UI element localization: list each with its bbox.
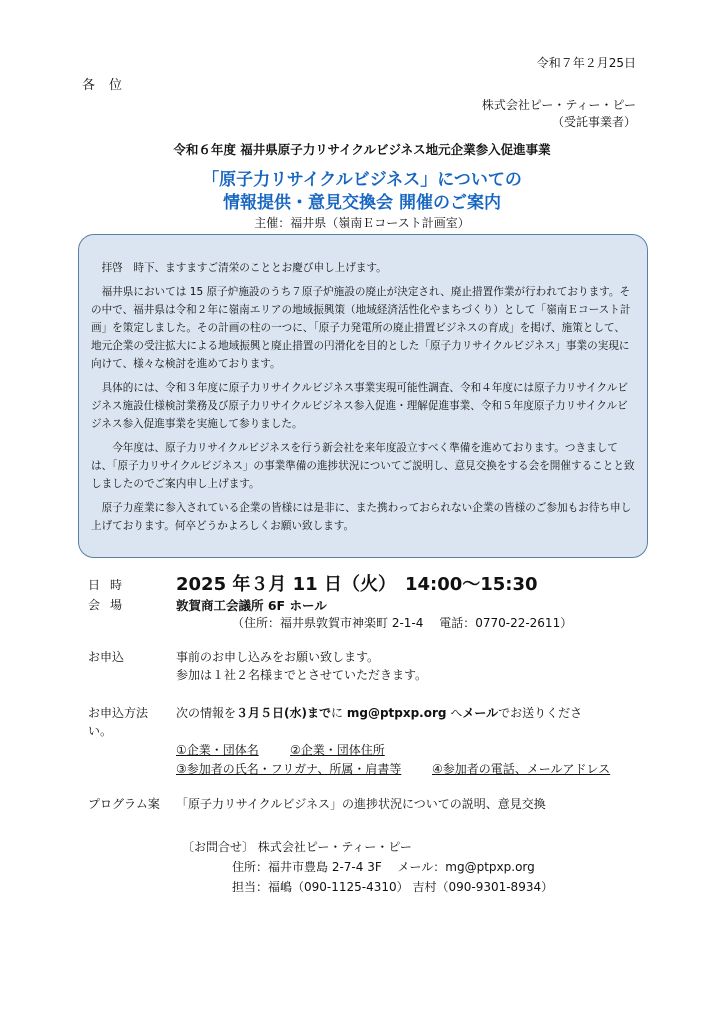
method-post: でお送りくださ: [498, 706, 583, 720]
info-item-2: ②企業・団体住所: [290, 743, 385, 757]
greeting-paragraph: 具体的には、令和３年度に原子力リサイクルビジネス事業実現可能性調査、令和４年度には原子力リサイクルビジネス施設仕様検討業務及び原子力リサイクルビジネス参入促進・理解促進事業、令和５年度原子力リサイクルビジネス参入促進事業を実施して参りました。: [91, 382, 628, 430]
venue-value: 敦賀商工会議所 6F ホール: [176, 598, 327, 613]
method-mid: に: [331, 706, 344, 720]
event-title-line2: 情報提供・意見交換会 開催のご案内: [223, 193, 501, 213]
method-email[interactable]: mg@ptpxp.org: [346, 706, 447, 720]
project-title: 令和６年度 福井県原子力リサイクルビジネス地元企業参入促進事業: [173, 142, 551, 157]
event-title-line1: 「原子力リサイクルビジネス」についての: [202, 170, 522, 190]
greeting-paragraph: 拝啓 時下、ますますご清栄のこととお慶び申し上げます。: [101, 262, 387, 274]
greeting-paragraph: 福井県においては 15 原子炉施設のうち７原子炉施設の廃止が決定され、廃止措置作業が行われております。その中で、福井県は令和２年に嶺南エリアの地域振興策（地域経済活性化やまちづくり）として「嶺南Ｅコースト計画」を策定しました。その計画の柱の一つに、「原子力発電所の廃止措置ビジネスの育成」を掲げ、施策として、地元企業の受注拡大による地域振興と廃止措置の円滑化を目的とした「原子力リサイクルビジネス」事業の実現に向けて、様々な検討を進めております。: [91, 286, 631, 370]
method-pre: 次の情報を: [176, 706, 237, 720]
method-mail: メール: [462, 706, 499, 720]
contact-head: 〔お問合せ〕 株式会社ピー・ティー・ピー: [182, 840, 412, 854]
issue-date: 令和７年２月25日: [536, 56, 636, 70]
contact-address: 住所：福井市豊島 2-7-4 3F メール：mg@ptpxp.org: [232, 860, 535, 874]
recipients: 各位: [82, 78, 137, 93]
method-deadline: ３月５日(水)まで: [236, 706, 331, 720]
venue-address: （住所：福井県敦賀市神楽町 2-1-4 電話：0770-22-2611）: [232, 616, 573, 630]
program-value: 「原子力リサイクルビジネス」の進捗状況についての説明、意見交換: [176, 797, 546, 811]
application-line: 参加は１社２名様までとさせていただきます。: [176, 668, 428, 682]
application-label: お申込: [88, 650, 125, 664]
organizer: 主催：福井県（嶺南Ｅコースト計画室）: [254, 216, 470, 230]
greeting-box: [78, 234, 648, 558]
greeting-paragraph: 原子力産業に参入されている企業の皆様には是非に、また携わっておられない企業の皆様のご参加もお待ち申し上げております。何卒どうかよろしくお願い致します。: [91, 502, 632, 532]
company-name: 株式会社ピー・ティー・ピー: [481, 98, 636, 112]
venue-label: 会場: [88, 598, 133, 612]
method-label: お申込方法: [88, 706, 149, 720]
info-item-3: ③参加者の氏名・フリガナ、所属・肩書等: [176, 762, 402, 776]
contact-person: 担当：福嶋（090-1125-4310） 吉村（090-9301-8934）: [232, 880, 554, 894]
datetime-label: 日時: [88, 578, 133, 592]
info-item-4: ④参加者の電話、メールアドレス: [432, 762, 611, 776]
application-line: 事前のお申し込みをお願い致します。: [176, 650, 380, 664]
datetime-value: 2025 年３月 11 日（火） 14:00～15:30: [176, 574, 538, 595]
greeting-paragraph: 今年度は、原子力リサイクルビジネスを行う新会社を来年度設立すべく準備を進めております。つきましては、「原子力リサイクルビジネス」の事業準備の進捗状況についてご説明し、意見交換をする会を開催することと致しましたのでご案内申し上げます。: [91, 442, 635, 490]
method-text: [176, 704, 582, 721]
program-label: プログラム案: [88, 797, 160, 811]
method-continuation: い。: [88, 724, 113, 738]
method-he: へ: [450, 706, 463, 720]
info-item-1: ①企業・団体名: [176, 743, 259, 757]
company-role: （受託事業者）: [551, 115, 636, 129]
